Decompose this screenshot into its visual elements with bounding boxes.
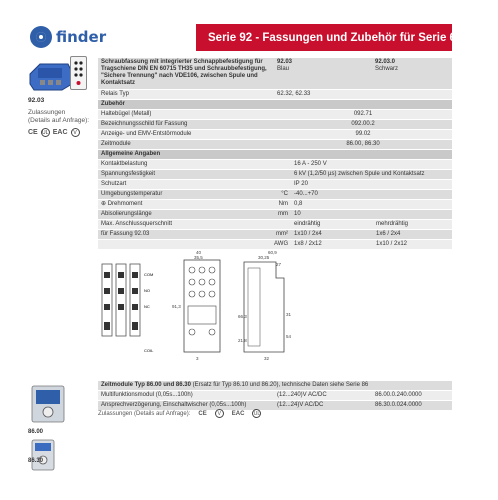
cross-section-label: Max. Anschlussquerschnitt — [101, 221, 173, 227]
accessory-row — [98, 140, 452, 150]
general-unit — [272, 160, 290, 169]
timer-approvals — [98, 409, 452, 418]
dim-3: 3 — [196, 356, 199, 361]
general-value: 16 A - 250 V — [294, 161, 327, 167]
dim-66-3: 66,3 — [238, 314, 247, 319]
accessory-row — [98, 120, 452, 130]
brand-name: finder — [56, 28, 107, 46]
spec-table — [98, 58, 452, 250]
finder-logo — [30, 24, 106, 50]
general-label: ⊕ Drehmoment — [101, 201, 143, 207]
certification-icons — [28, 128, 80, 137]
general-unit — [272, 170, 290, 179]
timer-order-code: 86.00.0.240.0000 — [375, 392, 422, 398]
dim-35-5: 35,5 — [194, 255, 203, 260]
accessory-value: 99.02 — [355, 131, 371, 137]
cross-section-label-2: für Fassung 92.03 — [101, 231, 150, 237]
accessory-value: 092.00.2 — [351, 121, 375, 127]
relay-type-value: 62.32, 62.33 — [277, 91, 311, 97]
accessory-row — [98, 130, 452, 140]
timer-header — [98, 381, 371, 390]
dim-54: 54 — [286, 334, 292, 339]
wiring-diagram — [100, 262, 160, 362]
dim-30-25: 30,25 — [258, 255, 270, 260]
general-label: Schutzart — [101, 181, 127, 187]
general-value: 10 — [294, 211, 301, 217]
dim-31: 31 — [286, 312, 292, 317]
general-unit: mm — [278, 211, 288, 217]
general-row — [98, 160, 452, 170]
timer-label: Multifunktionsmodul (0,05s...100h) — [101, 392, 193, 398]
relay-type-label: Relais Typ — [101, 91, 129, 97]
general-row — [98, 210, 452, 220]
timer-row — [98, 391, 452, 401]
col-92-03-0 — [372, 58, 452, 89]
general-value: 0,8 — [294, 201, 303, 207]
socket-product-image — [28, 58, 74, 92]
dim-91-3: 91,3 — [172, 304, 181, 309]
ce-icon: CE — [28, 129, 38, 136]
general-value: -40...+70 — [294, 191, 318, 197]
approvals-title: Zulassungen — [28, 109, 66, 116]
socket-description-text: Schraubfassung mit integrierter Schnappbefestigung für Tragschiene DIN EN 60715 TH35 und Schraubbefestigung, "Sichere Trennung" nach VDE106, zwischen Spule und Kontaktsatz — [101, 59, 267, 86]
timer-table — [98, 381, 452, 411]
general-unit: Nm — [278, 201, 288, 207]
dim-21-8: 21,8 — [238, 338, 247, 343]
timer-label: Ansprechverzögerung, Einschaltwischer (0,05s...100h) — [101, 402, 247, 408]
general-label: Abisolierungslänge — [101, 211, 152, 217]
general-unit: °C — [281, 191, 288, 197]
vde-icon: V — [71, 128, 80, 137]
general-title: Allgemeine Angaben — [101, 151, 161, 157]
label-coil: COIL — [144, 348, 154, 353]
general-row — [98, 200, 452, 210]
col-92-03 — [274, 58, 372, 89]
dim-40: 40 — [196, 250, 202, 255]
label-nc: NC — [144, 304, 150, 309]
timer-voltage: (12...240)V AC/DC — [277, 392, 327, 398]
cross-section-unit: AWG — [274, 241, 289, 247]
vde-icon: V — [215, 409, 224, 418]
general-value: IP 20 — [294, 181, 308, 187]
socket-description — [98, 58, 274, 89]
eac-icon: EAC — [52, 129, 68, 136]
cross-section-stranded: 1x6 / 2x4 — [376, 231, 401, 237]
ul-icon: UL — [253, 410, 261, 417]
col-92-03-0-color: Schwarz — [375, 66, 399, 72]
col-92-03-color: Blau — [277, 66, 290, 72]
cross-section-solid: 1x8 / 2x12 — [294, 241, 322, 247]
general-row — [98, 180, 452, 190]
cross-section-row — [98, 230, 452, 240]
product-code: 92.03 — [28, 97, 45, 104]
dim-27: 27 — [276, 262, 282, 267]
timer-header-rest: (Ersatz für Typ 86.10 und 86.20), technische Daten siehe Serie 86 — [190, 382, 369, 388]
timer-module-86-30-image — [30, 438, 56, 472]
timer-order-code: 86.30.0.024.0000 — [375, 402, 422, 408]
general-unit — [272, 180, 290, 189]
accessory-label: Zeitmodule — [101, 141, 131, 147]
dim-32: 32 — [264, 356, 270, 361]
approvals-label — [28, 109, 89, 125]
col-92-03-code: 92.03 — [277, 59, 293, 65]
pin-layout-icon — [70, 56, 87, 90]
finder-logo-icon — [30, 26, 52, 48]
accessories-title: Zubehör — [101, 101, 125, 107]
accessory-label: Bezeichnungsschild für Fassung — [101, 121, 188, 127]
timer-code-86-30: 86.30 — [28, 458, 44, 464]
dim-60-9: 60,9 — [268, 250, 277, 255]
general-label: Umgebungstemperatur — [101, 191, 163, 197]
label-com: COM — [144, 272, 154, 277]
timer-voltage: (12...24)V AC/DC — [277, 402, 324, 408]
cross-section-header-row — [98, 220, 452, 230]
accessory-value: 86.00, 86.30 — [346, 141, 380, 147]
approvals-details: (Details auf Anfrage): — [28, 117, 90, 124]
accessories-heading — [98, 100, 452, 110]
cross-section-solid: 1x10 / 2x4 — [294, 231, 322, 237]
accessory-value: 092.71 — [353, 111, 373, 117]
col-92-03-0-code: 92.03.0 — [375, 59, 396, 65]
cross-section-solid-header: eindrähtig — [294, 221, 321, 227]
eac-icon: EAC — [231, 410, 245, 417]
general-value: 6 kV (1,2/50 µs) zwischen Spule und Kontaktsatz — [294, 171, 425, 177]
ul-icon: UL — [42, 129, 49, 136]
page-title: Serie 92 - Fassungen und Zubehör für Serie 62 — [196, 24, 452, 51]
cross-section-stranded: 1x10 / 2x12 — [376, 241, 408, 247]
timer-module-86-00-image — [30, 384, 66, 424]
cross-section-unit: mm² — [276, 231, 288, 237]
timer-approvals-label: Zulassungen (Details auf Anfrage): — [98, 410, 191, 417]
dimension-drawing — [158, 248, 318, 378]
label-no: NO — [144, 288, 150, 293]
accessory-row — [98, 110, 452, 120]
cross-section-stranded-header: mehrdrähtig — [376, 221, 409, 227]
accessory-label: Anzeige- und EMV-Entstörmodule — [101, 131, 192, 137]
spec-header-row — [98, 58, 452, 90]
general-heading — [98, 150, 452, 160]
timer-code-86-00: 86.00 — [28, 429, 44, 435]
general-label: Kontaktbelastung — [101, 161, 148, 167]
timer-header-row — [98, 381, 452, 391]
general-row — [98, 170, 452, 180]
general-label: Spannungsfestigkeit — [101, 171, 156, 177]
general-row — [98, 190, 452, 200]
timer-header-bold: Zeitmodule Typ 86.00 und 86.30 — [101, 382, 191, 388]
accessory-label: Haltebügel (Metall) — [101, 111, 152, 117]
ce-icon: CE — [198, 410, 207, 417]
relay-type-row — [98, 90, 452, 100]
